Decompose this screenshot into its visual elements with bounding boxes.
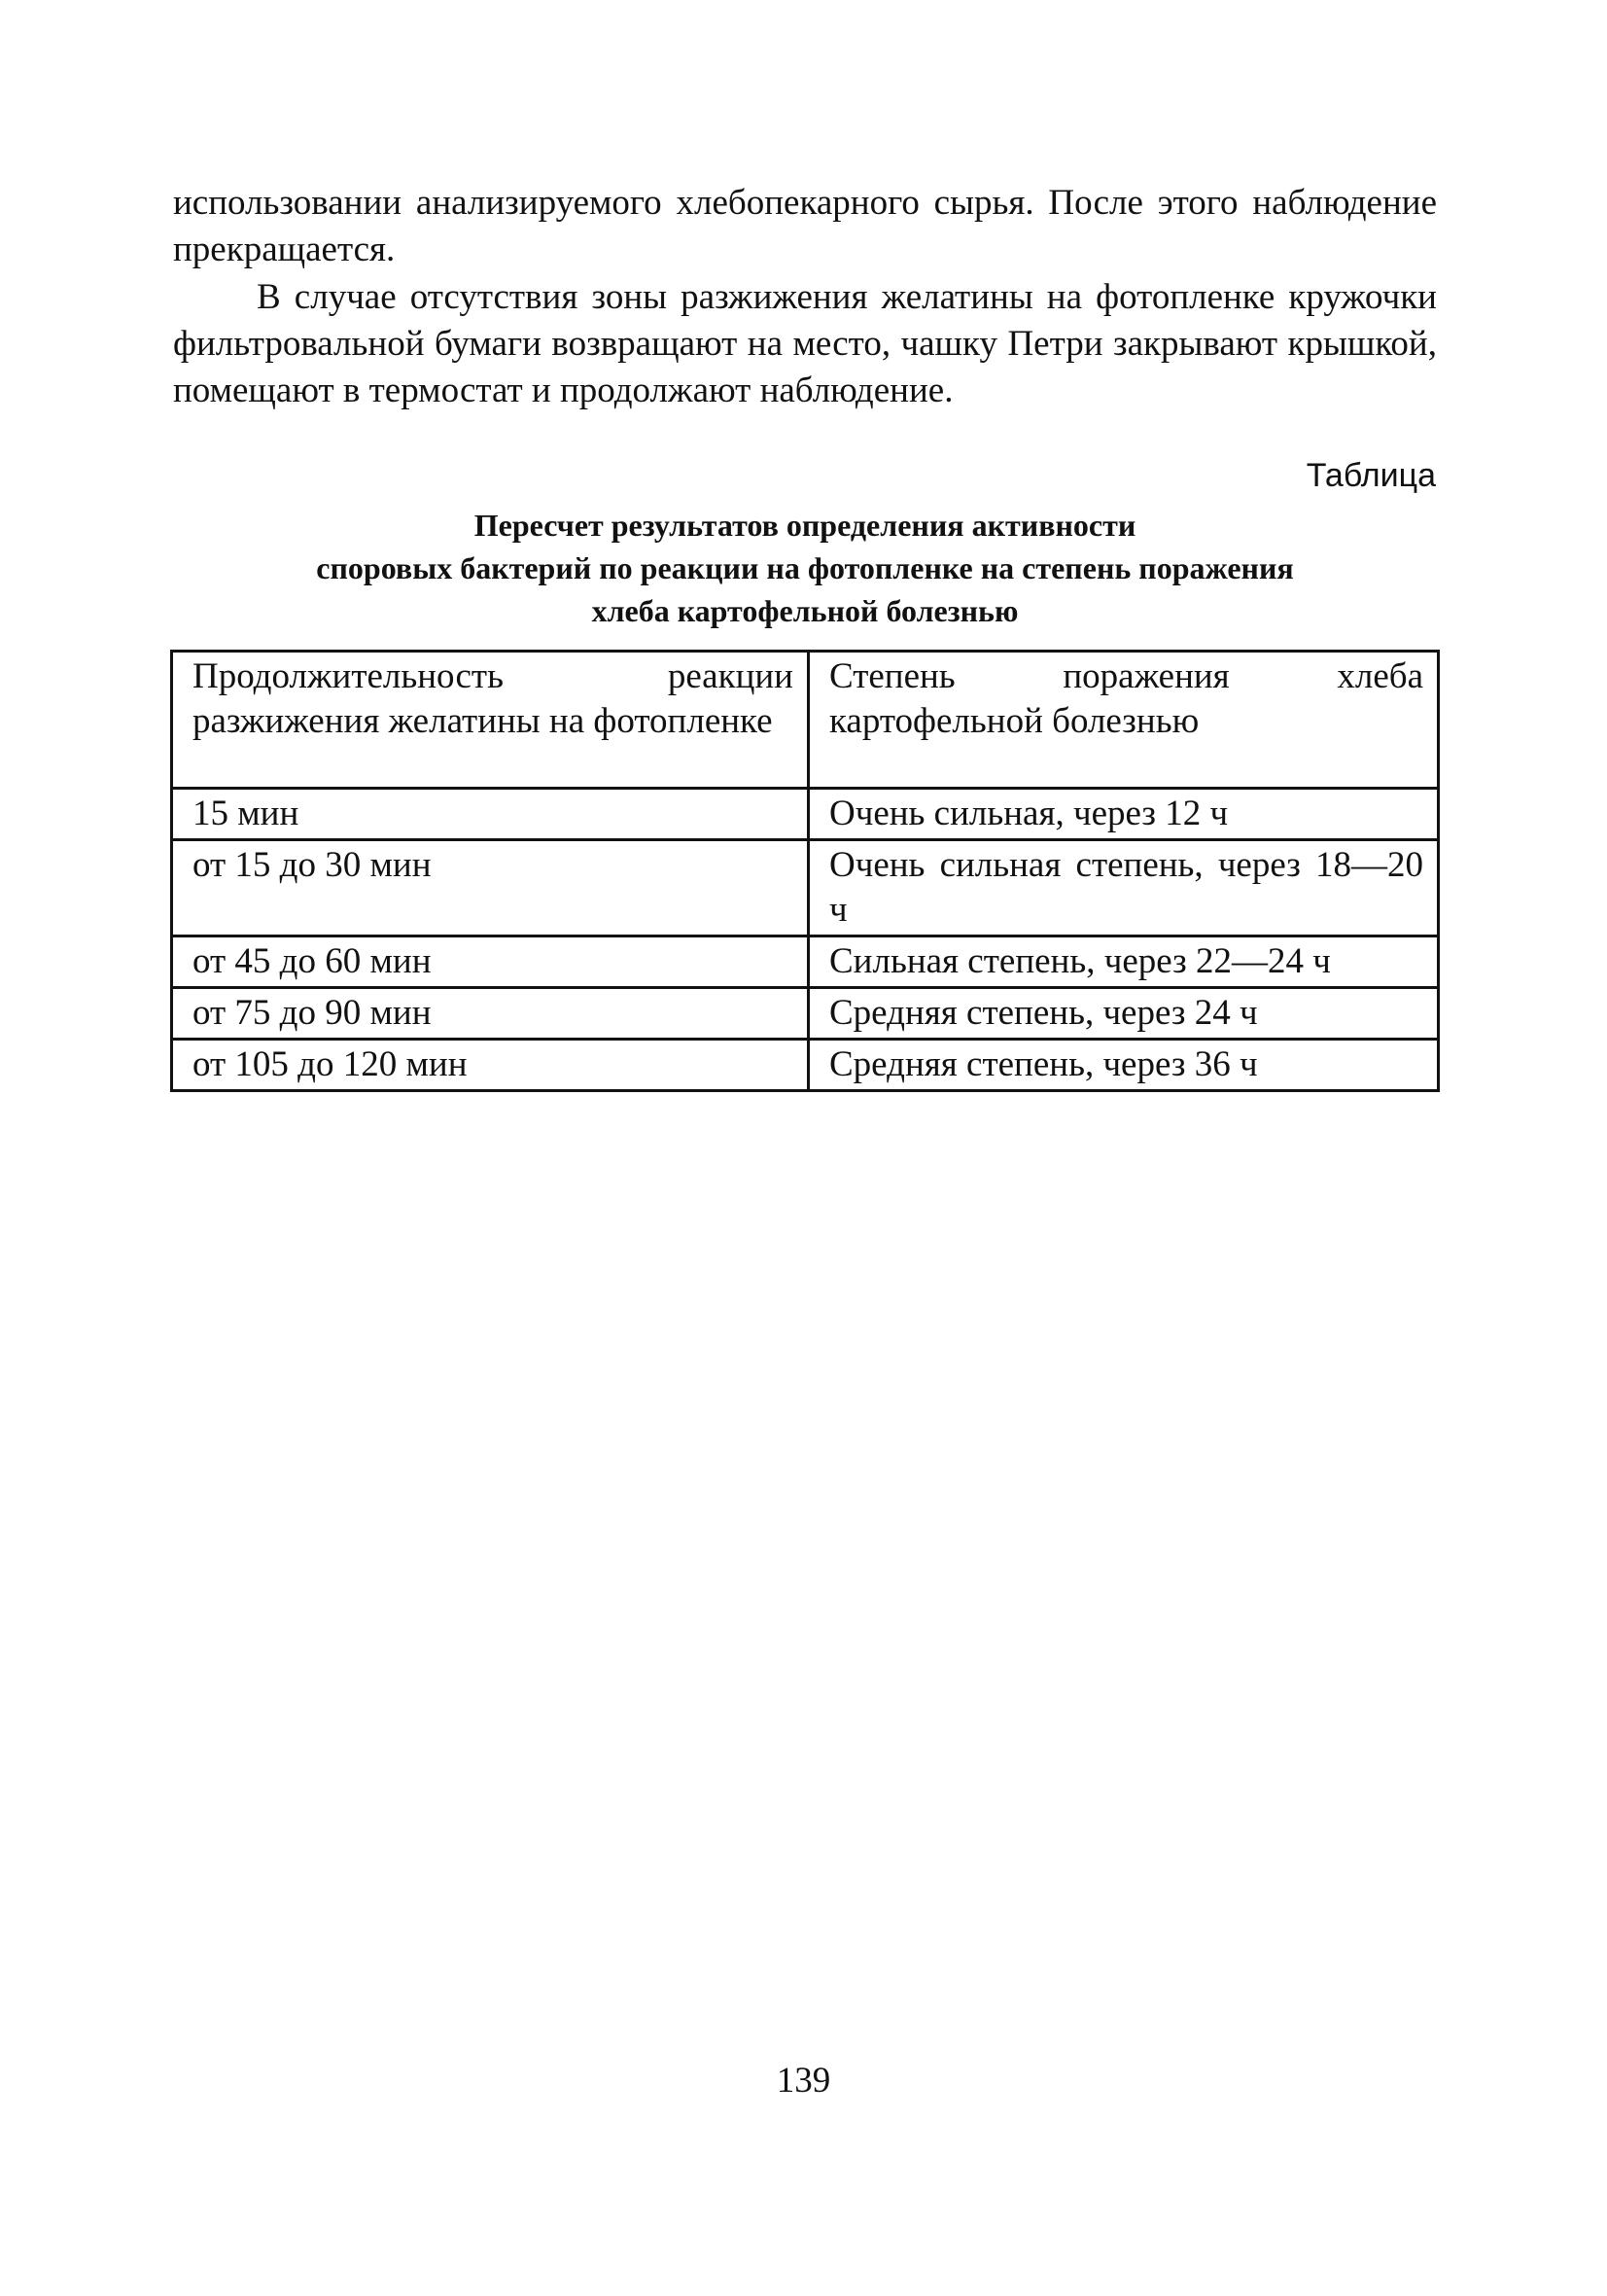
cell-duration: от 45 до 60 мин — [172, 936, 809, 988]
cell-duration: от 15 до 30 мин — [172, 840, 809, 936]
cell-damage: Средняя степень, через 36 ч — [809, 1040, 1439, 1091]
cell-damage: Средняя степень, через 24 ч — [809, 988, 1439, 1040]
table-label: Таблица — [1306, 457, 1436, 494]
table-row — [172, 936, 1439, 988]
cell-damage: Очень сильная степень, через 18—20 ч — [809, 840, 1439, 936]
page-number: 139 — [776, 2061, 831, 2101]
table-title-line: хлеба картофельной болезнью — [591, 593, 1019, 628]
table-header-row — [172, 652, 1439, 789]
header-damage-degree: Степень поражения хлеба картофельной болезнью — [809, 652, 1439, 789]
table-row — [172, 988, 1439, 1040]
table-row — [172, 1040, 1439, 1091]
paragraph-instructions: В случае отсутствия зоны разжижения желатины на фотопленке кружочки фильтровальной бумаги возвращают на место, чашку Петри закрывают крышкой, помещают в термостат и продолжают наблюдение. — [173, 277, 1437, 410]
header-duration: Продолжительность реакции разжижения желатины на фотопленке — [172, 652, 809, 789]
table-title — [173, 504, 1437, 632]
table-row — [172, 840, 1439, 936]
table-title-line: споровых бактерий по реакции на фотопленке на степень поражения — [316, 550, 1294, 585]
cell-damage: Очень сильная, через 12 ч — [809, 789, 1439, 840]
cell-damage: Сильная степень, через 22—24 ч — [809, 936, 1439, 988]
results-table — [170, 650, 1440, 1092]
table-row — [172, 789, 1439, 840]
cell-duration: 15 мин — [172, 789, 809, 840]
cell-duration: от 75 до 90 мин — [172, 988, 809, 1040]
paragraph-continuation: использовании анализируемого хлебопекарного сырья. После этого наблюдение прекращается. — [173, 183, 1437, 269]
table-title-line: Пересчет результатов определения активности — [473, 508, 1136, 543]
cell-duration: от 105 до 120 мин — [172, 1040, 809, 1091]
